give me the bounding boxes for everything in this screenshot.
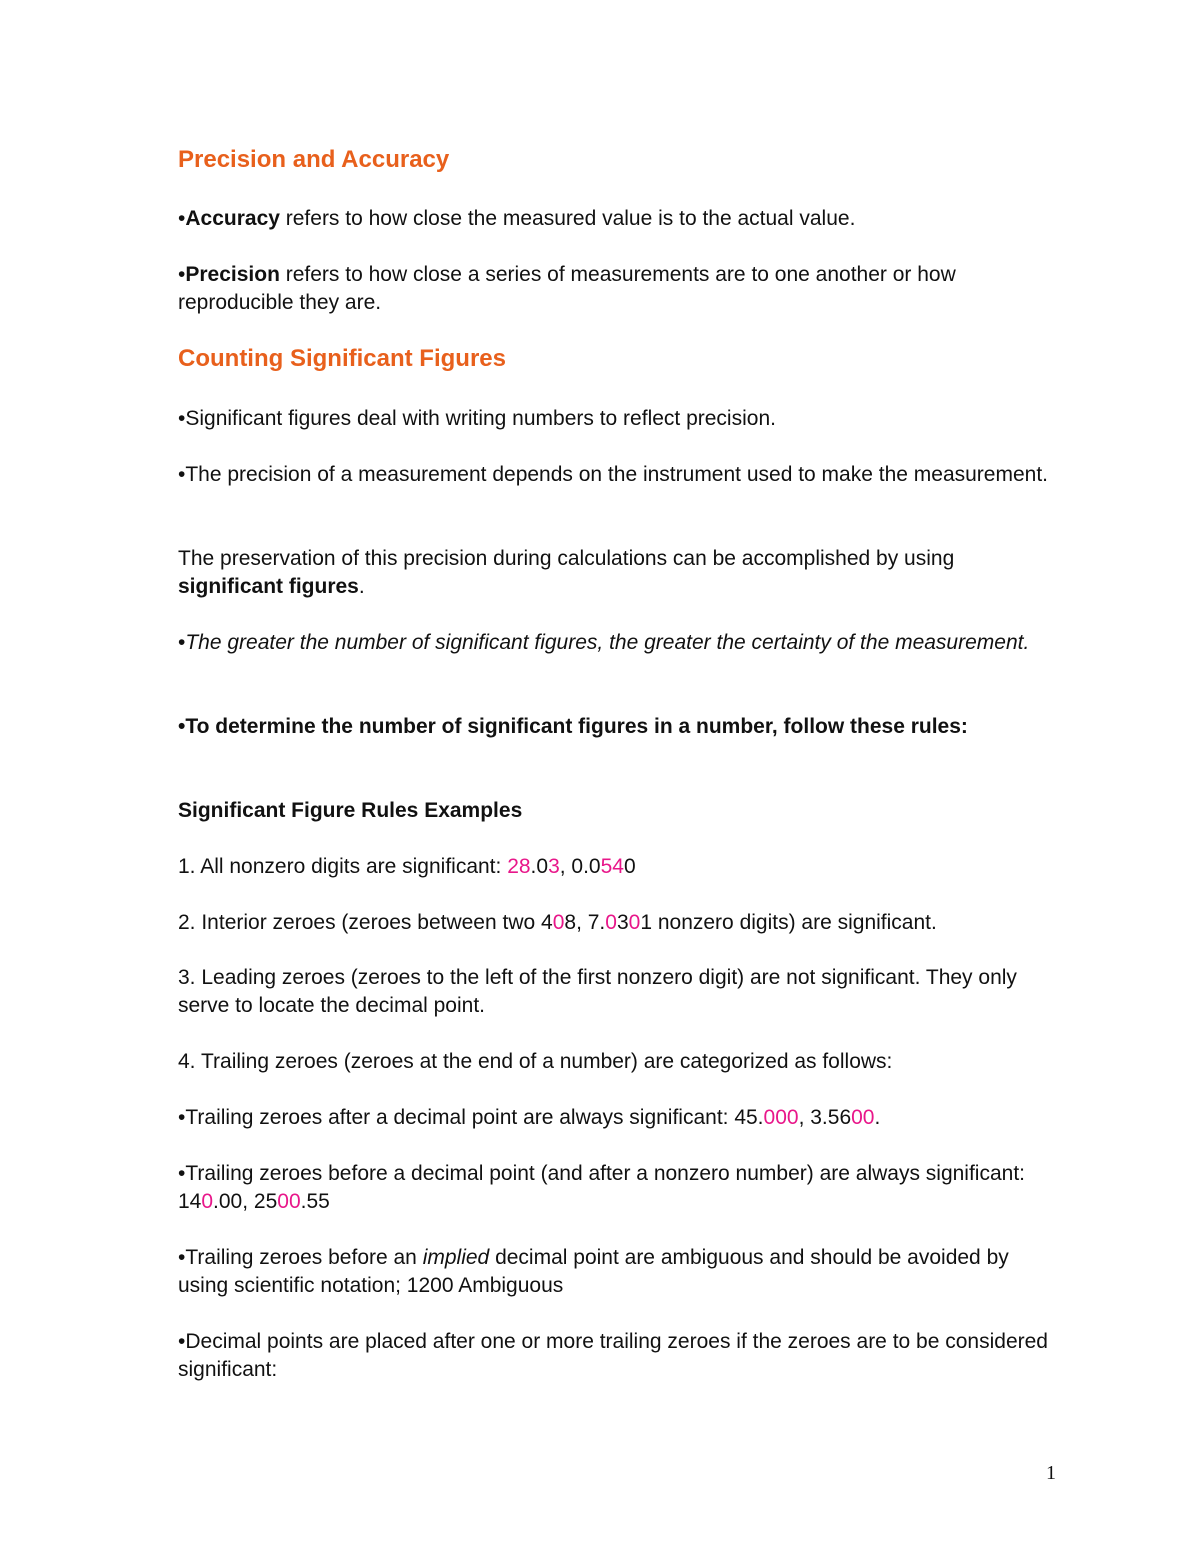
highlight-digits: 0: [552, 911, 565, 934]
sigfig-paragraph: •Significant figures deal with writing numbers to reflect precision.: [178, 407, 776, 430]
preservation-bold: significant figures: [178, 575, 359, 598]
greater-paragraph: [178, 629, 1058, 657]
rule-text: .: [874, 1106, 881, 1129]
rules-title: Significant Figure Rules Examples: [178, 799, 523, 822]
preservation-text: The preservation of this precision during calculations can be accomplished by using: [178, 547, 955, 570]
accuracy-term: Accuracy: [185, 207, 280, 230]
preservation-paragraph: [178, 545, 1058, 601]
implied-word: implied: [422, 1246, 490, 1269]
bullet: •: [178, 263, 186, 286]
precision-term: Precision: [185, 263, 280, 286]
rule-text: 1. All nonzero digits are significant:: [178, 855, 508, 878]
bullet: •: [178, 207, 186, 230]
preservation-end: .: [358, 575, 365, 598]
highlight-digits: 3: [548, 855, 560, 878]
heading-counting-sig-figs: Counting Significant Figures: [178, 345, 506, 372]
bullet: •: [178, 631, 186, 654]
rule-3: 3. Leading zeroes (zeroes to the left of the first nonzero digit) are not significant. They only serve to locate the decimal point.: [178, 966, 1017, 1017]
trailing-implied-decimal: [178, 1244, 1058, 1300]
highlight-digits: 0: [628, 911, 641, 934]
highlight-digits: 28: [507, 855, 531, 878]
determine-paragraph: •To determine the number of significant figures in a number, follow these rules:: [178, 715, 968, 738]
rule-text: 8, 7.: [564, 911, 606, 934]
accuracy-paragraph: [178, 205, 1058, 233]
page-number: 1: [1046, 1462, 1056, 1484]
highlight-digits: 00: [851, 1106, 875, 1129]
rule-text: •Trailing zeroes after a decimal point are always significant: 45.: [178, 1106, 764, 1129]
rule-text: decimal point are ambiguous and should be avoided by using scientific notation; 1200 Ambiguous: [178, 1246, 1009, 1297]
accuracy-text: refers to how close the measured value is to the actual value.: [279, 207, 856, 230]
heading-precision-accuracy: Precision and Accuracy: [178, 146, 450, 173]
instrument-paragraph: •The precision of a measurement depends on the instrument used to make the measurement.: [178, 463, 1048, 486]
rule-text: .00, 25: [213, 1190, 278, 1213]
digits: 0: [623, 855, 636, 878]
highlight-digits: 0: [605, 911, 617, 934]
rule-2: [178, 909, 1058, 937]
digits: .0: [530, 855, 549, 878]
highlight-digits: 0: [201, 1190, 214, 1213]
rule-text: 2. Interior zeroes (zeroes between two 4: [178, 911, 553, 934]
greater-italic: The greater the number of significant figures, the greater the certainty of the measurement.: [185, 631, 1030, 654]
rule-1: [178, 853, 1058, 881]
rule-text: .55: [300, 1190, 330, 1213]
decimal-points-paragraph: •Decimal points are placed after one or more trailing zeroes if the zeroes are to be considered significant:: [178, 1330, 1048, 1381]
highlight-digits: 54: [600, 855, 624, 878]
precision-text: refers to how close a series of measurements are to one another or how reproducible they are.: [178, 263, 956, 314]
separator: ,: [559, 855, 572, 878]
precision-paragraph: [178, 261, 1058, 317]
highlight-digits: 00: [277, 1190, 301, 1213]
rule-text: , 3.56: [798, 1106, 852, 1129]
rule-4: 4. Trailing zeroes (zeroes at the end of a number) are categorized as follows:: [178, 1050, 893, 1073]
highlight-digits: 000: [763, 1106, 799, 1129]
digits: 0.0: [571, 855, 601, 878]
rule-text: 3: [616, 911, 629, 934]
trailing-after-decimal: [178, 1104, 1058, 1132]
rule-text: •Trailing zeroes before an: [178, 1246, 423, 1269]
rule-text: •Trailing zeroes before a decimal point (and after a nonzero number) are always significant: 14: [178, 1162, 1026, 1213]
trailing-before-decimal: [178, 1160, 1058, 1216]
rule-text: 1 nonzero digits) are significant.: [640, 911, 937, 934]
